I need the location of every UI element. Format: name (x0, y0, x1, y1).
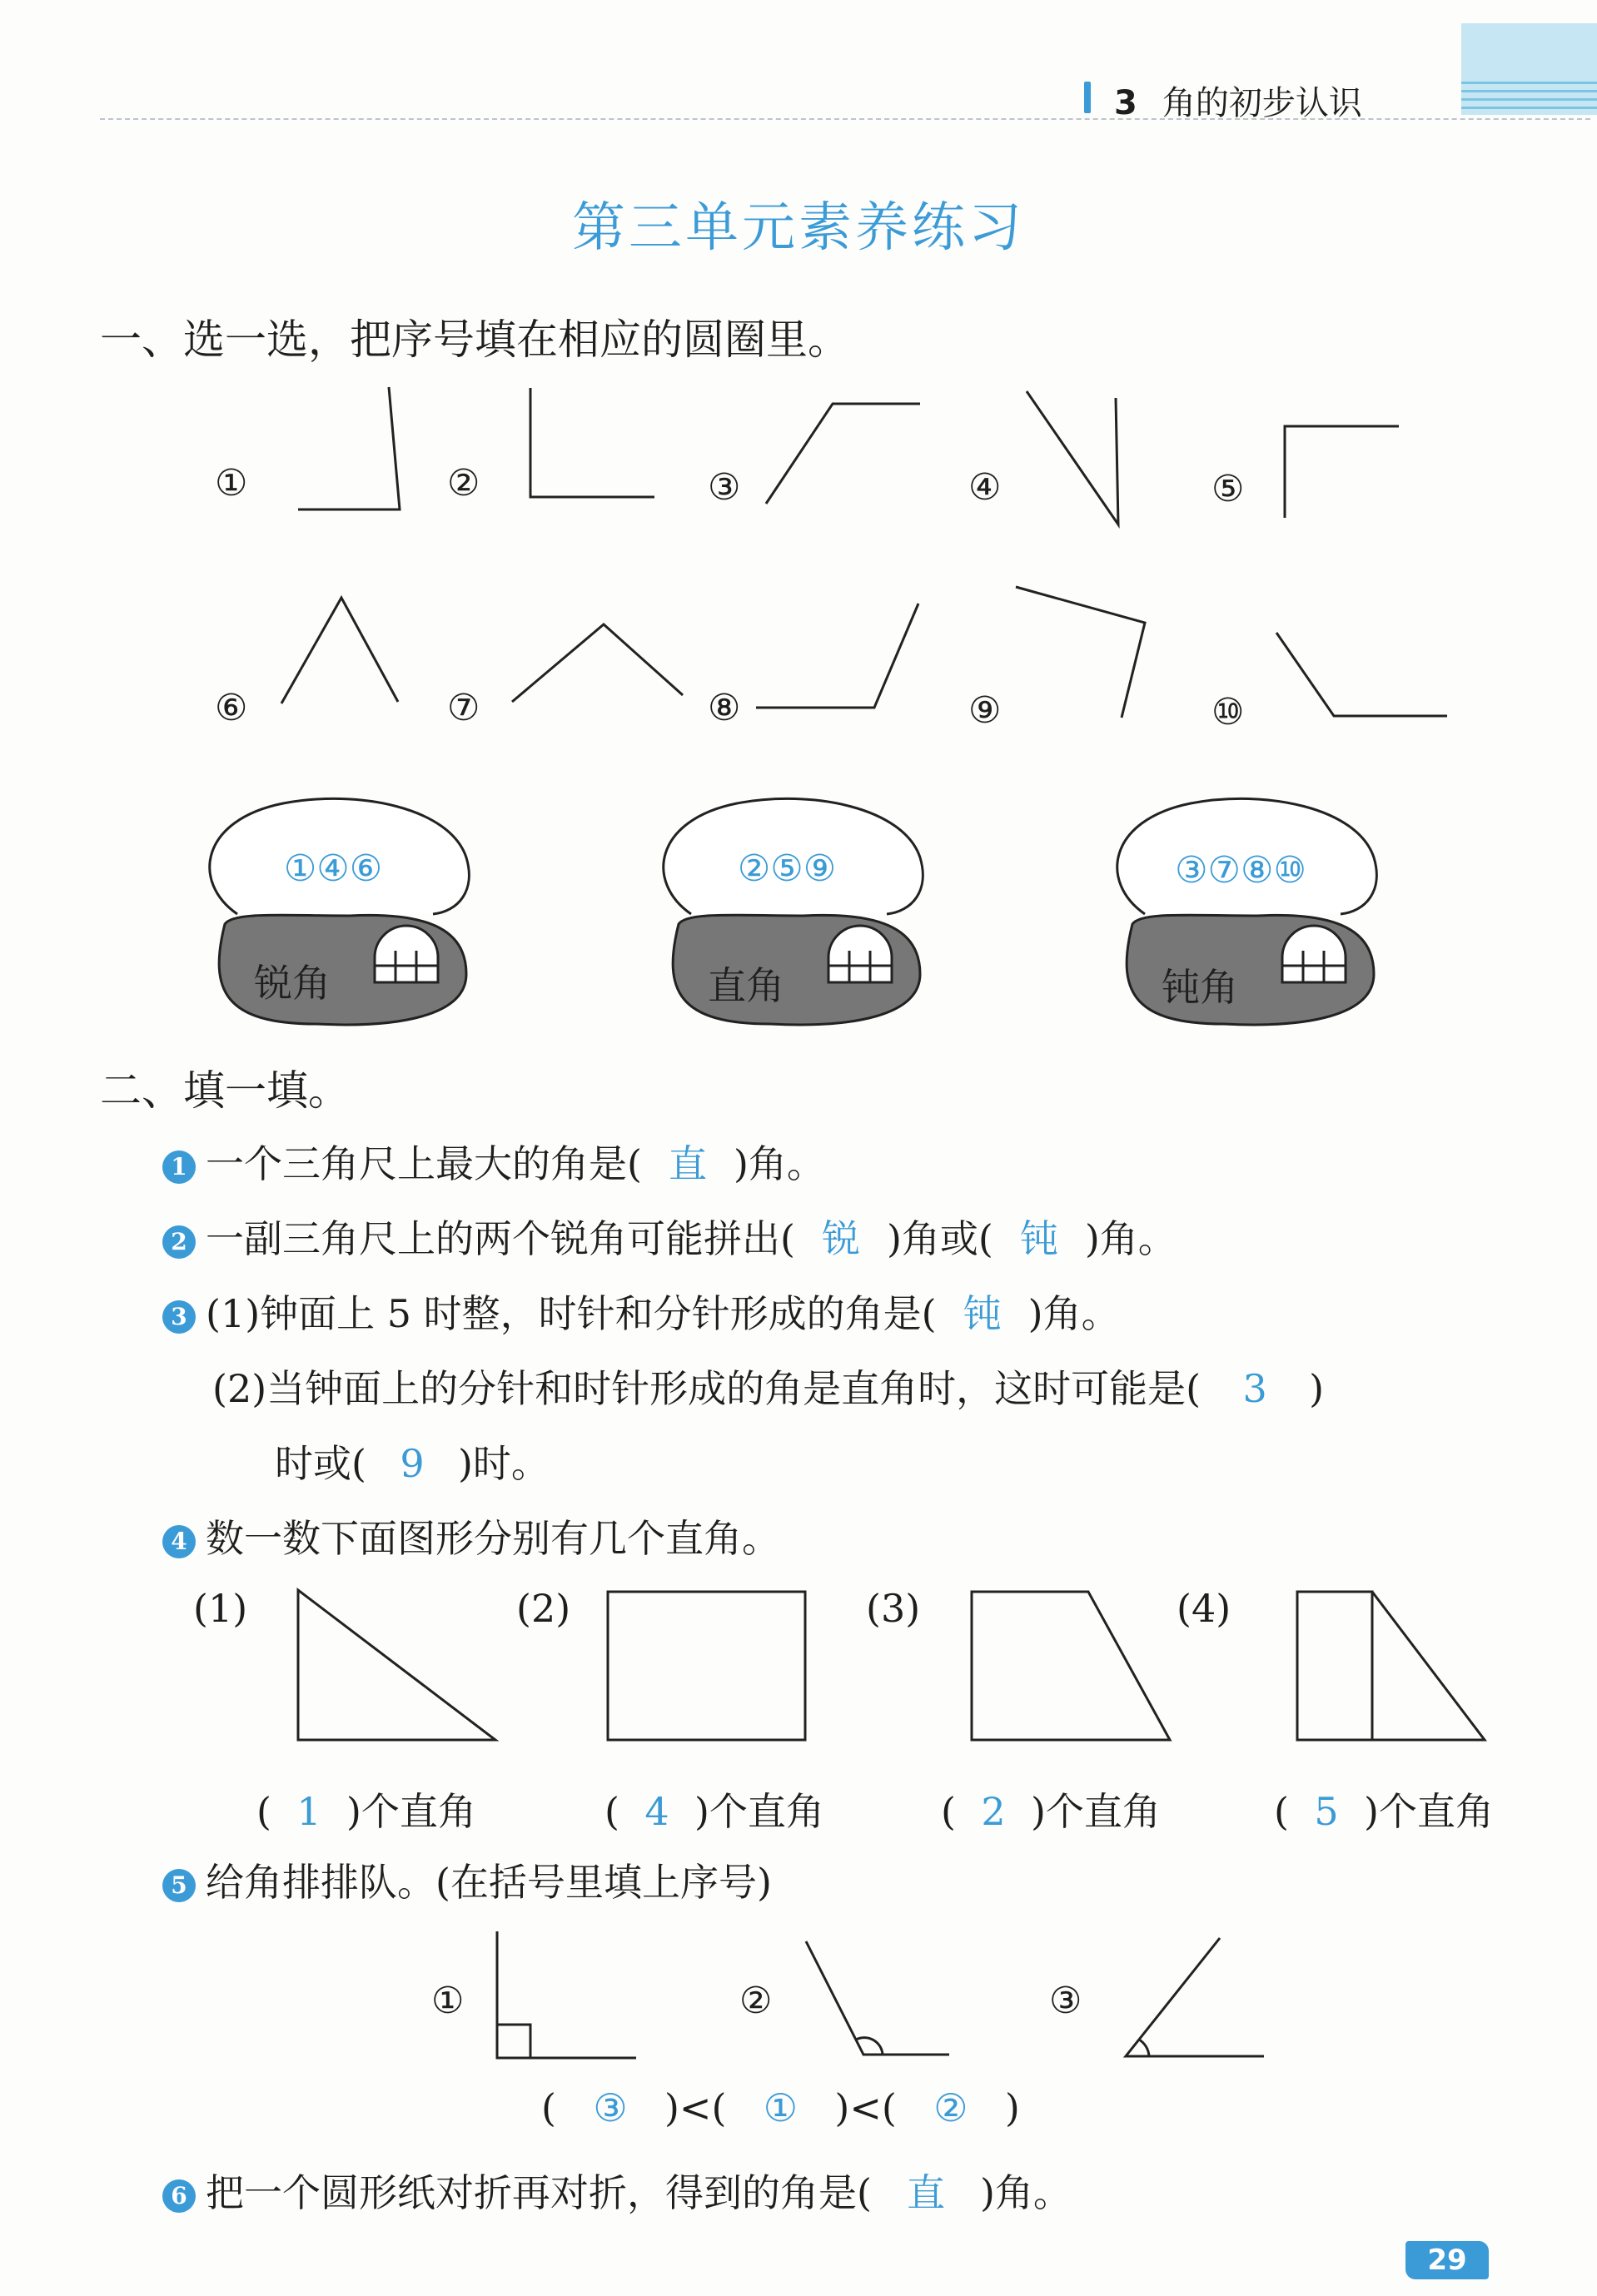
question-1: 1 一个三角尺上最大的角是( 直 )角。 (162, 1134, 825, 1189)
house-acute (210, 798, 470, 1024)
q1-bullet: 1 (162, 1150, 196, 1184)
question-2: 2 一副三角尺上的两个锐角可能拼出( 锐 )角或( 钝 )角。 (162, 1209, 1177, 1264)
house-acute-label: 锐角 (254, 961, 331, 1006)
fig-num-2: ② (447, 462, 480, 504)
q4-shape-label-4: (4) (1177, 1586, 1231, 1631)
chapter-title: 角的初步认识 (1162, 84, 1362, 122)
q4-answer-row-1: ( 1 )个直角 (256, 1789, 476, 1834)
q2-answer-1: 锐 (821, 1216, 860, 1261)
q3a-answer: 钝 (963, 1291, 1002, 1336)
q5-answer-row: ( ③ )<( ① )<( ② ) (541, 2085, 1020, 2130)
houses (0, 0, 1597, 1082)
fig-num-4: ④ (968, 466, 1002, 509)
house-right-label: 直角 (708, 963, 784, 1008)
question-3b: (2)当钟面上的分针和时针形成的角是直角时，这时可能是( 3 ) (212, 1366, 1325, 1411)
q3b-answer-1: 3 (1242, 1366, 1267, 1411)
house-obtuse-answer: ③⑦⑧⑩ (1175, 849, 1306, 892)
q1-answer: 直 (668, 1141, 707, 1186)
fig-num-7: ⑦ (447, 687, 480, 729)
fig-num-10: ⑩ (1211, 691, 1245, 733)
q4-answer-row-2: ( 4 )个直角 (604, 1789, 824, 1834)
q4-answer-2: 4 (644, 1789, 669, 1834)
q4-answer-4: 5 (1314, 1789, 1339, 1834)
fig-num-1: ① (215, 462, 248, 504)
q5-answer-2: ① (763, 2085, 798, 2130)
fig-num-5: ⑤ (1211, 468, 1245, 510)
fig-num-6: ⑥ (215, 687, 248, 729)
q4-shape-label-2: (2) (516, 1586, 571, 1631)
q5-angle-1-mark (497, 2025, 530, 2058)
q5-angle-1 (497, 1931, 636, 2058)
q5-angle-3-arc (1139, 2040, 1149, 2056)
q4-composite-triangle (1372, 1592, 1485, 1740)
question-6: 6 把一个圆形纸对折再对折，得到的角是( 直 )角。 (162, 2163, 1072, 2218)
house-right (664, 798, 923, 1024)
q5-answer-1: ③ (593, 2085, 628, 2130)
q6-answer: 直 (906, 2170, 945, 2215)
part1-heading: 一、选一选，把序号填在相应的圆圈里。 (100, 316, 849, 364)
q5-angles (0, 1915, 1597, 2065)
chapter-number: 3 (1114, 84, 1137, 122)
fig-num-8: ⑧ (708, 687, 741, 729)
q4-trapezoid (972, 1592, 1170, 1740)
q4-shape-label-1: (1) (193, 1586, 248, 1631)
q4-answer-row-3: ( 2 )个直角 (941, 1789, 1161, 1834)
house-acute-answer: ①④⑥ (283, 847, 383, 890)
fig-num-9: ⑨ (968, 689, 1002, 732)
q6-bullet: 6 (162, 2179, 196, 2213)
q4-composite (1297, 1592, 1372, 1740)
q4-answer-3: 2 (981, 1789, 1006, 1834)
q5-label-2: ② (739, 1980, 773, 2022)
q4-rectangle (608, 1592, 805, 1740)
page-title: 第三单元素养练习 (572, 197, 1025, 259)
q3-bullet: 3 (162, 1300, 196, 1334)
q4-triangle (298, 1590, 495, 1740)
question-5: 5 给角排排队。(在括号里填上序号) (162, 1852, 772, 1907)
q4-shapes (0, 1565, 1597, 1765)
q4-answer-1: 1 (296, 1789, 321, 1834)
page-number: 29 (1405, 2241, 1489, 2279)
q5-answer-3: ② (933, 2085, 968, 2130)
q4-bullet: 4 (162, 1525, 196, 1558)
q3b-answer-2: 9 (400, 1441, 425, 1486)
part2-heading: 二、填一填。 (100, 1066, 350, 1115)
question-3b-cont: 时或( 9 )时。 (275, 1441, 550, 1486)
q5-label-3: ③ (1049, 1980, 1082, 2022)
q5-angle-2 (806, 1941, 949, 2055)
house-obtuse (1117, 798, 1377, 1024)
fig-num-3: ③ (708, 466, 741, 509)
question-3a: 3 (1)钟面上 5 时整，时针和分针形成的角是( 钝 )角。 (162, 1284, 1120, 1339)
q5-label-1: ① (431, 1980, 465, 2022)
house-right-answer: ②⑤⑨ (737, 847, 837, 890)
q4-shape-label-3: (3) (866, 1586, 921, 1631)
q2-answer-2: 钝 (1019, 1216, 1058, 1261)
house-obtuse-label: 钝角 (1162, 965, 1238, 1010)
q5-angle-3 (1126, 1938, 1264, 2056)
q5-bullet: 5 (162, 1869, 196, 1902)
question-4: 4 数一数下面图形分别有几个直角。 (162, 1508, 780, 1563)
q4-answer-row-4: ( 5 )个直角 (1274, 1789, 1494, 1834)
q2-bullet: 2 (162, 1225, 196, 1259)
